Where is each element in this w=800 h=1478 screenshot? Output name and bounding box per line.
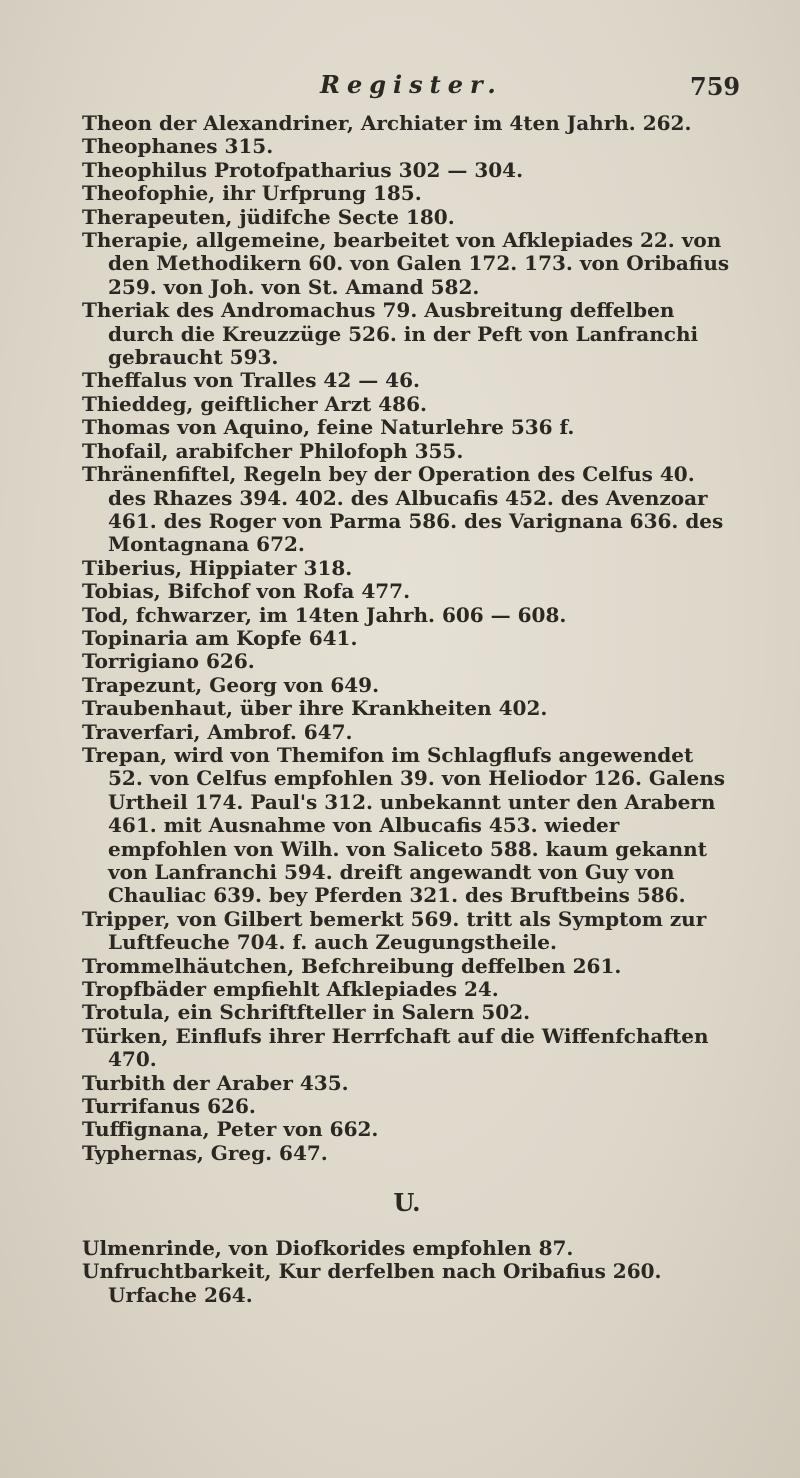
index-entry: Topinaria am Kopfe 641.: [82, 625, 358, 650]
index-entry: Trapezunt, Georg von 649.: [82, 672, 380, 697]
index-entry: Tiberius, Hippiater 318.: [82, 555, 353, 580]
index-entry: Thofail, arabifcher Philofoph 355.: [82, 438, 464, 463]
index-entry: Ulmenrinde, von Diofkorides empfohlen 87.: [82, 1235, 574, 1260]
index-entry: Torrigiano 626.: [82, 649, 255, 674]
index-entry: Tuffignana, Peter von 662.: [82, 1117, 379, 1142]
index-entry: Türken, Einflufs ihrer Herrfchaft auf die Wiffenfchaften 470.: [82, 1023, 709, 1072]
index-entry: Turbith der Araber 435.: [82, 1070, 349, 1095]
index-entry: Therapeuten, jüdifche Secte 180.: [82, 204, 455, 229]
index-entry: Theffalus von Tralles 42 — 46.: [82, 368, 420, 393]
index-entry: Turrifanus 626.: [82, 1094, 256, 1119]
page-number: 759: [690, 72, 741, 101]
index-entry: Tobias, Bifchof von Rofa 477.: [82, 579, 411, 604]
index-entry: Theophanes 315.: [82, 134, 274, 159]
index-entry: Thieddeg, geiftlicher Arzt 486.: [82, 391, 427, 416]
index-entry: Typhernas, Greg. 647.: [82, 1140, 328, 1165]
index-entry: Traverfari, Ambrof. 647.: [82, 719, 353, 744]
index-entry: Therapie, allgemeine, bearbeitet von Afklepiades 22. von den Methodikern 60. von Galen 172. 173. von Oribafius 259. von Joh. von St. Amand 582.: [82, 228, 730, 299]
section-letter: U.: [393, 1188, 421, 1218]
index-entry: Trepan, wird von Themifon im Schlagflufs angewendet 52. von Celfus empfohlen 39. von Heliodor 126. Galens Urtheil 174. Paul's 312. unbekannt unter den Arabern 461. mit Ausnahme von Albucafis 453. wieder empfohlen von Wilh. von Saliceto 588. kaum gekannt von Lanfranchi 594. dreift angewandt von Guy von Chauliac 639. bey Pferden 321. des Bruftbeins 586.: [82, 742, 726, 908]
index-entry: Theriak des Andromachus 79. Ausbreitung deffelben durch die Kreuzzüge 526. in der Peft von Lanfranchi gebraucht 593.: [82, 298, 699, 370]
index-entry: Tropfbäder empfiehlt Afklepiades 24.: [82, 977, 499, 1002]
index-entry: Thomas von Aquino, feine Naturlehre 536 f.: [82, 415, 575, 440]
index-entry: Theophilus Protofpatharius 302 — 304.: [82, 157, 524, 182]
register-entries: [82, 112, 732, 1307]
page-header: [0, 70, 800, 110]
index-entry: Theofophie, ihr Urfprung 185.: [82, 181, 422, 206]
running-title: Register.: [320, 70, 503, 99]
index-entry: Tripper, von Gilbert bemerkt 569. tritt als Symptom zur Luftfeuche 704. f. auch Zeugungstheile.: [82, 906, 707, 955]
index-entry: Thränenfiftel, Regeln bey der Operation des Celfus 40. des Rhazes 394. 402. des Albucafis 452. des Avenzoar 461. des Roger von Parma 586. des Varignana 636. des Montagnana 672.: [82, 462, 724, 557]
index-entry: Traubenhaut, über ihre Krankheiten 402.: [82, 696, 548, 721]
index-entry: Trommelhäutchen, Befchreibung deffelben 261.: [82, 953, 622, 978]
index-entry: Unfruchtbarkeit, Kur derfelben nach Oribafius 260. Urfache 264.: [82, 1259, 662, 1307]
index-entry: Trotula, ein Schriftfteller in Salern 502.: [82, 1000, 531, 1025]
index-entry: Theon der Alexandriner, Archiater im 4ten Jahrh. 262.: [82, 111, 692, 135]
index-entry: Tod, fchwarzer, im 14ten Jahrh. 606 — 608.: [82, 602, 567, 627]
